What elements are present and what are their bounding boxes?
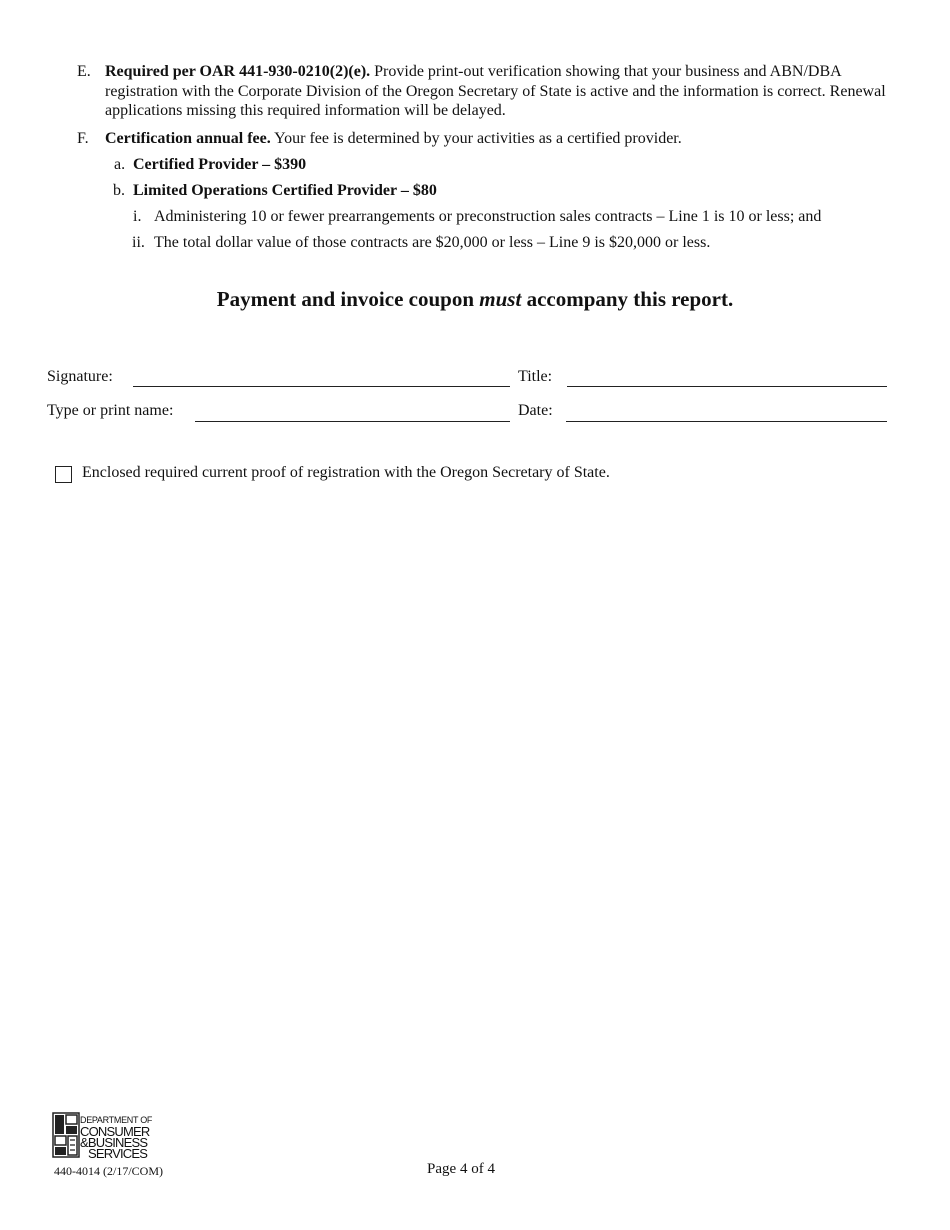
- heading-pre: Payment and invoice coupon: [216, 287, 480, 311]
- name-field[interactable]: [195, 421, 510, 422]
- ampersand: &: [80, 1135, 88, 1150]
- item-f-marker: F.: [77, 130, 89, 147]
- heading-emphasis: must: [479, 287, 522, 311]
- logo-line-3-text: BUSINESS: [87, 1135, 148, 1150]
- dcbs-logo-icon: [52, 1112, 80, 1163]
- logo-line-4: SERVICES: [88, 1146, 148, 1161]
- signature-label: Signature:: [47, 368, 113, 385]
- logo-line-1: DEPARTMENT OF: [80, 1115, 153, 1125]
- item-f-b-marker: b.: [113, 182, 125, 199]
- payment-heading: [0, 287, 950, 312]
- item-f-i-text: Administering 10 or fewer prearrangements or preconstruction sales contracts – Line 1 is 10 or less; and: [154, 208, 822, 225]
- title-field[interactable]: [567, 386, 887, 387]
- item-f-text: [105, 129, 905, 149]
- proof-of-registration-checkbox[interactable]: [55, 466, 72, 483]
- form-code: 440-4014 (2/17/COM): [54, 1164, 163, 1178]
- heading-post: accompany this report.: [521, 287, 734, 311]
- logo-line-2: CONSUMER: [80, 1124, 150, 1139]
- item-f-b-bold: Limited Operations Certified Provider – $80: [133, 182, 437, 199]
- item-e-body: Provide print-out verification showing that your business and ABN/DBA registration with the Corporate Division of the Oregon Secretary of State is active and the information is correct. Renewal applications missing this required information will be delayed.: [105, 63, 886, 119]
- item-f-a-bold: Certified Provider – $390: [133, 156, 307, 173]
- item-f-bold: Certification annual fee.: [105, 130, 271, 147]
- item-e-marker: E.: [77, 63, 91, 80]
- item-f-a-marker: a.: [114, 156, 126, 173]
- dcbs-logo-text: [80, 1115, 152, 1159]
- item-f-ii-marker: ii.: [132, 234, 145, 251]
- page-number: Page 4 of 4: [427, 1161, 495, 1177]
- item-e-bold: Required per OAR 441-930-0210(2)(e).: [105, 63, 371, 80]
- item-e-text: [105, 62, 905, 121]
- title-label: Title:: [518, 368, 553, 385]
- item-f-ii-text: The total dollar value of those contracts are $20,000 or less – Line 9 is $20,000 or less.: [154, 234, 711, 251]
- checkbox-label: Enclosed required current proof of registration with the Oregon Secretary of State.: [82, 464, 610, 481]
- date-label: Date:: [518, 402, 553, 419]
- item-f-body: Your fee is determined by your activities as a certified provider.: [270, 130, 682, 147]
- item-f-b-text: [133, 181, 437, 201]
- signature-field[interactable]: [133, 386, 510, 387]
- item-f-a-text: [133, 155, 306, 175]
- item-f-i-marker: i.: [133, 208, 142, 225]
- name-label: Type or print name:: [47, 402, 174, 419]
- date-field[interactable]: [566, 421, 887, 422]
